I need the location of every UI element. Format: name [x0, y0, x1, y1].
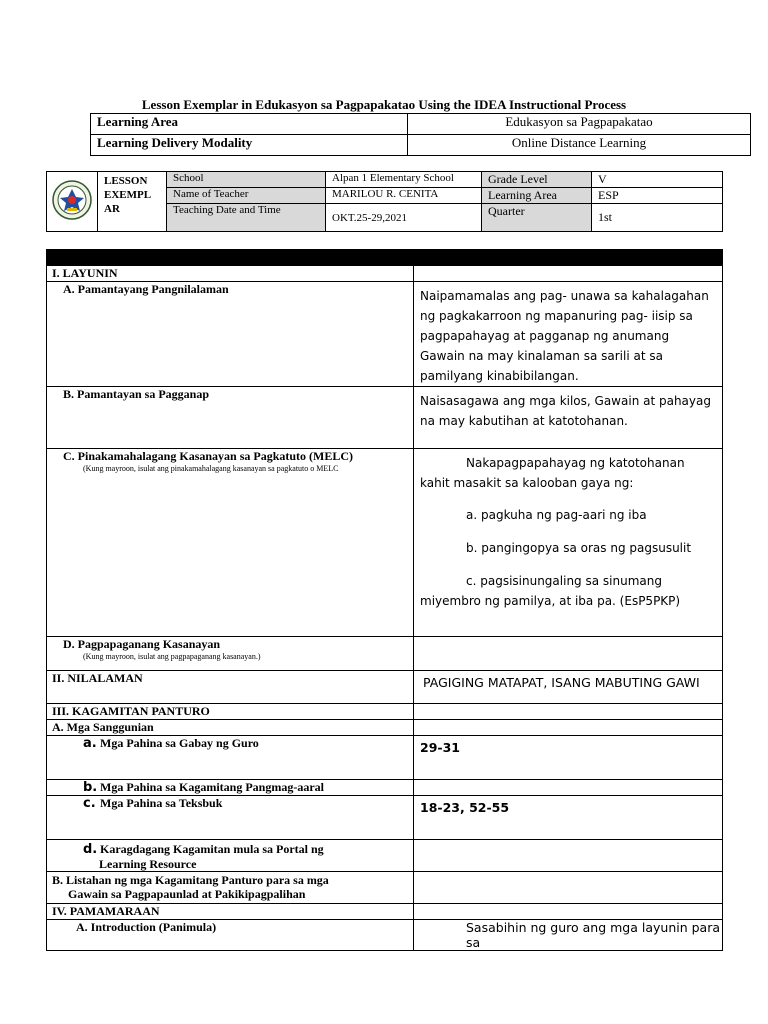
table-row [47, 840, 723, 872]
pamantayang-pangnilalaman-label: A. Pamantayang Pangnilalaman [47, 282, 414, 387]
table-row [47, 671, 723, 704]
melc-item-a: a. pagkuha ng pag-aari ng iba [466, 508, 647, 522]
quarter-label: Quarter [482, 204, 592, 232]
pamantayang-pangnilalaman-content [414, 282, 723, 387]
list-marker: d. [83, 842, 98, 857]
delivery-modality-label: Learning Delivery Modality [91, 135, 408, 156]
table-row [47, 449, 723, 637]
table-row [47, 637, 723, 671]
listahan-kagamitang-panturo-label [47, 872, 414, 904]
table-row [47, 796, 723, 840]
list-marker: c. [83, 796, 96, 811]
learning-area-label: Learning Area [91, 114, 408, 135]
teaching-date-label: Teaching Date and Time [167, 204, 326, 232]
table-row [91, 114, 751, 135]
table-row [47, 704, 723, 720]
portal-learning-resource-label [47, 840, 414, 872]
pagpapaganang-title: D. Pagpapaganang Kasanayan [63, 637, 221, 651]
grade-level-label: Grade Level [482, 172, 592, 188]
lesson-label-line: LESSON [104, 175, 148, 187]
portal-text-1: Karagdagang Kagamitan mula sa Portal ng [100, 842, 324, 856]
table-row [47, 282, 723, 387]
learning-area-value: Edukasyon sa Pagpapakatao [408, 114, 751, 135]
nilalaman-content: PAGIGING MATAPAT, ISANG MABUTING GAWI [414, 671, 723, 704]
lesson-header-table [46, 171, 723, 232]
grade-level-value: V [592, 172, 723, 188]
section-layunin: I. LAYUNIN [47, 266, 414, 282]
kagamitang-pangmag-aaral-label [47, 780, 414, 796]
lesson-label-line: AR [104, 203, 120, 215]
melc-title: C. Pinakamahalagang Kasanayan sa Pagkatuto (MELC) [63, 449, 354, 463]
section-kagamitan-panturo: III. KAGAMITAN PANTURO [47, 704, 414, 720]
gabay-ng-guro-value: 29-31 [414, 736, 723, 780]
learning-area-table [90, 113, 751, 156]
kagamitang-pangmag-aaral-text: Mga Pahina sa Kagamitang Pangmag-aaral [100, 780, 324, 794]
listahan-text-1: B. Listahan ng mga Kagamitang Panturo para sa mga [52, 873, 329, 887]
lesson-exemplar-label [98, 172, 167, 232]
table-row [47, 266, 723, 282]
melc-label [47, 449, 414, 637]
list-marker: b. [83, 780, 98, 795]
teksbuk-value: 18-23, 52-55 [414, 796, 723, 840]
pamantayan-sa-pagganap-content [414, 387, 723, 449]
content-text: Naipamamalas ang pag- unawa sa kahalagahan ng pagkakarroon ng mapanuring pag- iisip sa pagpapahayag at pagganap ng anumang Gawain na may kinalaman sa sarili at sa pamilyang kinabibilangan. [420, 289, 709, 383]
section-nilalaman: II. NILALAMAN [47, 671, 414, 704]
table-row [47, 904, 723, 920]
teksbuk-label [47, 796, 414, 840]
table-header-row [47, 250, 723, 266]
portal-text-2: Learning Resource [99, 857, 197, 871]
table-row [47, 736, 723, 780]
introduction-label: A. Introduction (Panimula) [47, 920, 414, 951]
teacher-label: Name of Teacher [167, 188, 326, 204]
teksbuk-text: Mga Pahina sa Teksbuk [100, 796, 223, 810]
melc-subtext: (Kung mayroon, isulat ang pinakamahalagang kasanayan sa pagkatuto o MELC [83, 464, 339, 473]
melc-item-c: c. pagsisinungaling sa sinumang miyembro ng pamilya, at iba pa. (EsP5PKP) [420, 574, 681, 608]
melc-intro: Nakapagpapahayag ng katotohanan kahit masakit sa kalooban gaya ng: [420, 456, 685, 490]
school-value: Alpan 1 Elementary School [326, 172, 482, 188]
table-row [47, 920, 723, 951]
table-row [91, 135, 751, 156]
table-row [47, 720, 723, 736]
school-label: School [167, 172, 326, 188]
gabay-ng-guro-text: Mga Pahina sa Gabay ng Guro [100, 736, 259, 750]
document-title: Lesson Exemplar in Edukasyon sa Pagpapakatao Using the IDEA Instructional Process [141, 97, 627, 112]
quarter-value: 1st [592, 204, 723, 232]
teaching-date-value: OKT.25-29,2021 [326, 204, 482, 232]
pamantayan-sa-pagganap-label: B. Pamantayan sa Pagganap [47, 387, 414, 449]
content-text: Naisasagawa ang mga kilos, Gawain at pahayag na may kabutihan at katotohanan. [420, 394, 711, 428]
gabay-ng-guro-label [47, 736, 414, 780]
introduction-content: Sasabihin ng guro ang mga layunin para sa [414, 920, 723, 951]
table-row [47, 172, 723, 188]
list-marker: a. [83, 736, 97, 751]
teacher-value: MARILOU R. CENITA [326, 188, 482, 204]
melc-item-b: b. pangingopya sa oras ng pagsusulit [466, 541, 692, 555]
table-row [47, 387, 723, 449]
pagpapaganang-kasanayan-label [47, 637, 414, 671]
melc-content [414, 449, 723, 637]
delivery-modality-value: Online Distance Learning [408, 135, 751, 156]
school-seal-icon [50, 178, 94, 222]
section-pamamaraan: IV. PAMAMARAAN [47, 904, 414, 920]
logo-cell [47, 172, 98, 232]
listahan-text-2: Gawain sa Pagpapaunlad at Pakikipagpalihan [68, 887, 306, 901]
table-row [47, 872, 723, 904]
pagpapaganang-subtext: (Kung mayroon, isulat ang pagpapaganang kasanayan.) [83, 652, 261, 661]
mga-sanggunian-label: A. Mga Sanggunian [47, 720, 414, 736]
area-value: ESP [592, 188, 723, 204]
lesson-plan-table [46, 249, 723, 951]
lesson-label-line: EXEMPL [104, 189, 152, 201]
area-label: Learning Area [482, 188, 592, 204]
table-row [47, 780, 723, 796]
